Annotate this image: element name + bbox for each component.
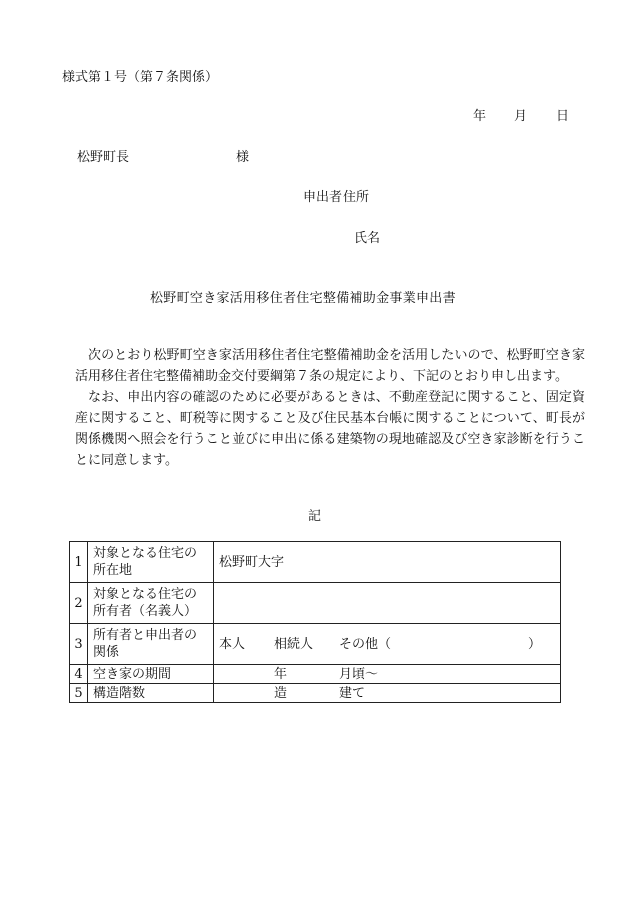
row-number: 1	[70, 542, 88, 583]
body-text	[75, 345, 585, 471]
row-label: 構造階数	[88, 684, 214, 703]
applicant-label: 申出者	[303, 190, 343, 205]
floors-unit: 建て	[339, 685, 366, 701]
closing-paren: ）	[527, 636, 541, 652]
structure-unit: 造	[274, 685, 288, 701]
row-label-line: 所有者（名義人）	[93, 604, 198, 619]
date-month-label: 月	[514, 109, 528, 124]
row-label	[88, 624, 214, 665]
addressee: 松野町長	[77, 150, 130, 165]
year-unit: 年	[274, 666, 288, 682]
relationship-option-other[interactable]: その他（	[339, 636, 392, 652]
honorific: 様	[236, 150, 250, 165]
name-label: 氏名	[354, 231, 381, 246]
owner-name-field[interactable]	[214, 583, 561, 624]
info-table	[69, 541, 561, 703]
table-row	[70, 684, 561, 703]
row-number: 4	[70, 665, 88, 684]
row-label-line: 対象となる住宅の	[93, 587, 198, 602]
row-label-line: 所有者と申出者の	[93, 628, 198, 643]
row-label	[88, 583, 214, 624]
table-row	[70, 665, 561, 684]
address-label: 住所	[343, 190, 370, 205]
month-unit: 月頃～	[339, 666, 379, 682]
row-number: 3	[70, 624, 88, 665]
date-year-label: 年	[473, 109, 487, 124]
ki-heading: 記	[308, 509, 322, 524]
date-day-label: 日	[556, 109, 570, 124]
table-row	[70, 542, 561, 583]
property-address-field[interactable]: 松野町大字	[214, 542, 561, 583]
table-row	[70, 583, 561, 624]
row-label: 空き家の期間	[88, 665, 214, 684]
relationship-field[interactable]	[214, 624, 561, 665]
row-label-line: 所在地	[93, 563, 133, 578]
row-number: 2	[70, 583, 88, 624]
row-number: 5	[70, 684, 88, 703]
form-number: 様式第１号（第７条関係）	[62, 70, 219, 85]
row-label	[88, 542, 214, 583]
row-label-line: 関係	[93, 645, 120, 660]
table-row	[70, 624, 561, 665]
row-label-line: 対象となる住宅の	[93, 546, 198, 561]
vacancy-period-field[interactable]	[214, 665, 561, 684]
body-paragraph-2: なお、申出内容の確認のために必要があるときは、不動産登記に関すること、固定資産に関すること、町税等に関すること及び住民基本台帳に関することについて、町長が関係機関へ照会を行うこと並びに申出に係る建築物の現地確認及び空き家診断を行うことに同意します。	[75, 390, 585, 468]
body-paragraph-1: 次のとおり松野町空き家活用移住者住宅整備補助金を活用したいので、松野町空き家活用移住者住宅整備補助金交付要綱第７条の規定により、下記のとおり申し出ます。	[75, 348, 585, 384]
relationship-option-heir[interactable]: 相続人	[274, 636, 314, 652]
document-title: 松野町空き家活用移住者住宅整備補助金事業申出書	[150, 291, 456, 306]
relationship-option-self[interactable]: 本人	[219, 636, 246, 652]
structure-floors-field[interactable]	[214, 684, 561, 703]
